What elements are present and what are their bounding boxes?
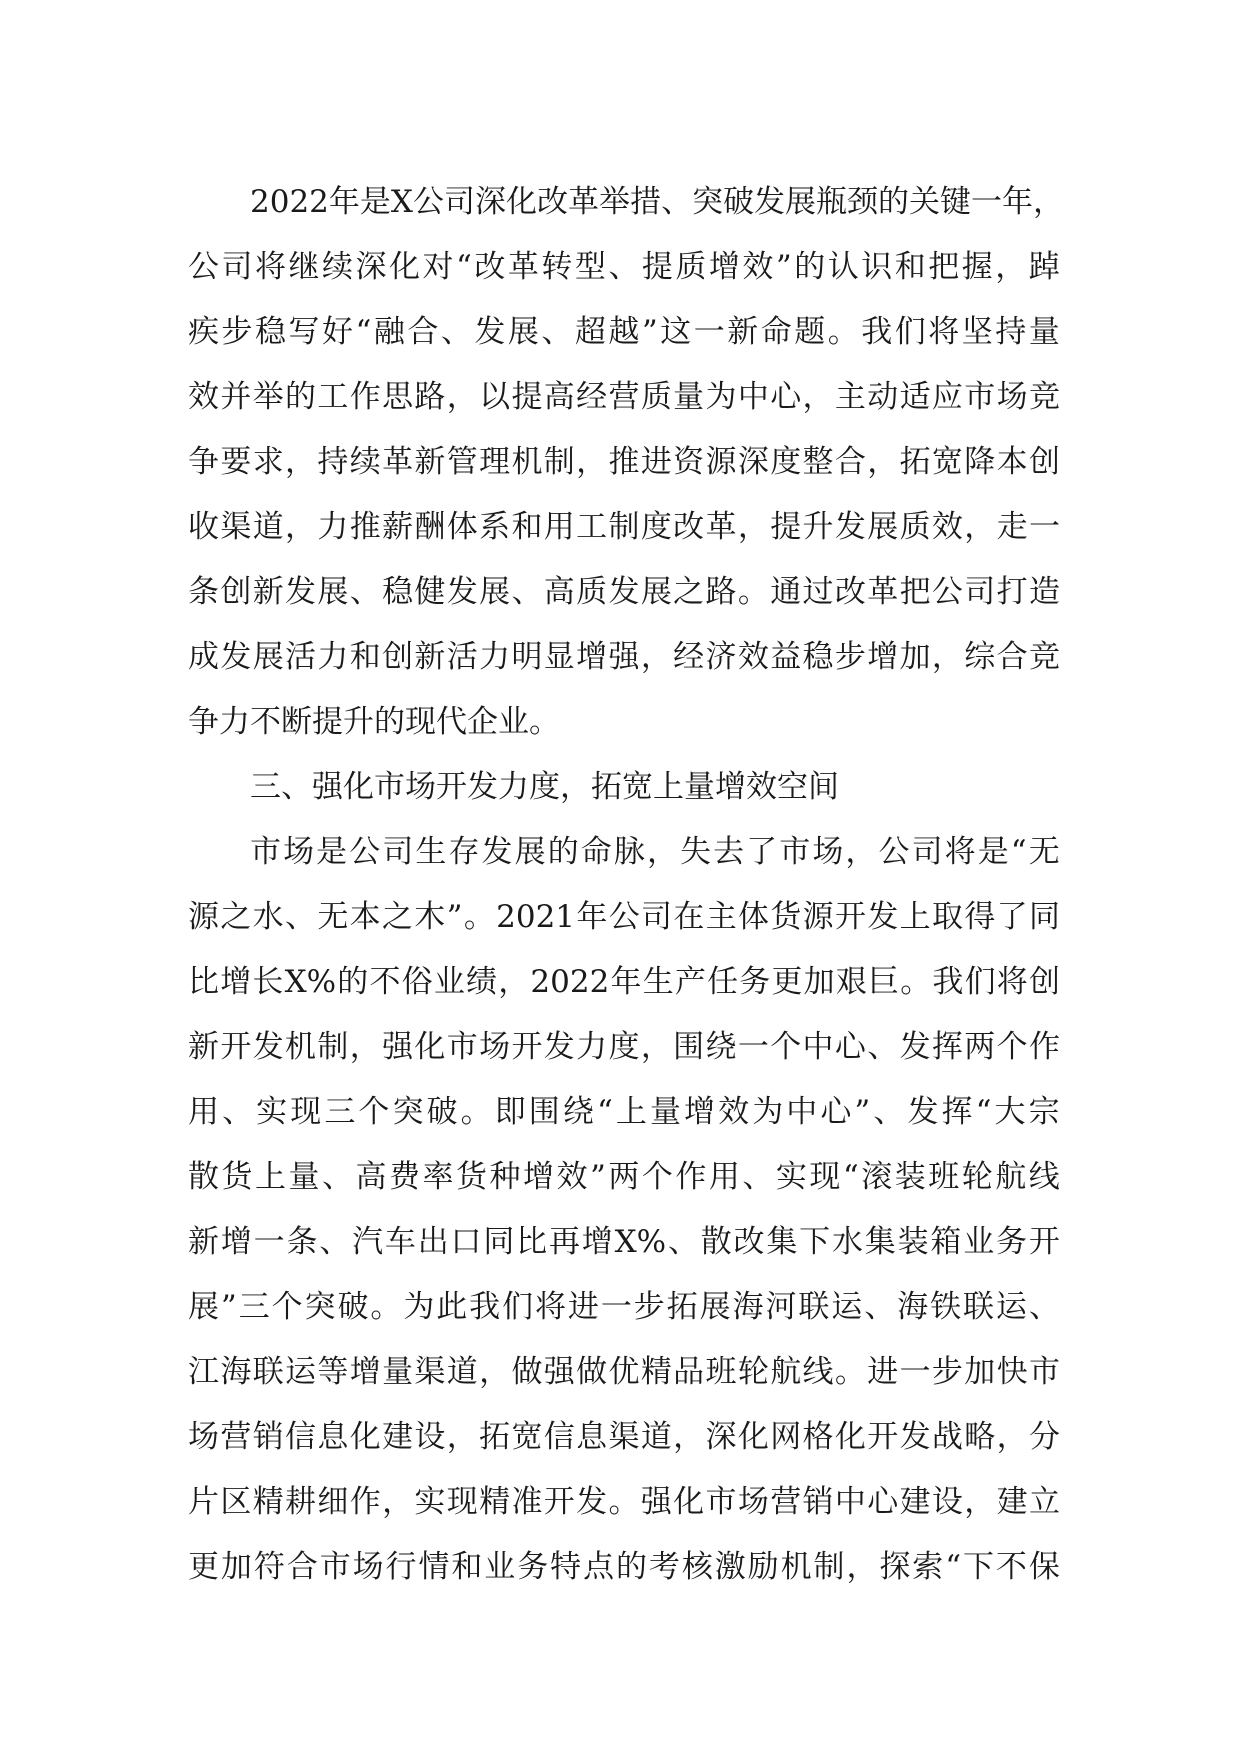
text-line: 源 之 水 、 无 本 之 木 ” 。 2021 年 公 司 在 主 体 货 源 开 发 上 取 得 了 同 (188, 899, 1060, 935)
text-line: 比 增 长 X% 的 不 俗 业 绩 ， 2022 年 生 产 任 务 更 加 艰 巨 。 我 们 将 创 (188, 964, 1060, 1000)
section-heading: 三、强化市场开发力度，拓宽上量增效空间 (250, 769, 839, 805)
text-line: 散 货 上 量 、 高 费 率 货 种 增 效 ” 两 个 作 用 、 实 现 “ 滚 装 班 轮 航 线 (188, 1159, 1060, 1195)
text-line: 市 场 是 公 司 生 存 发 展 的 命 脉 ， 失 去 了 市 场 ， 公 司 将 是 “ 无 (250, 834, 1060, 870)
text-line: 成 发 展 活 力 和 创 新 活 力 明 显 增 强 ， 经 济 效 益 稳 步 增 加 ， 综 合 竞 (188, 639, 1060, 675)
text-line: 更 加 符 合 市 场 行 情 和 业 务 特 点 的 考 核 激 励 机 制 ， 探 索 “ 下 不 保 (188, 1549, 1060, 1585)
text-line: 效 并 举 的 工 作 思 路 ， 以 提 高 经 营 质 量 为 中 心 ， 主 动 适 应 市 场 竞 (188, 379, 1060, 415)
text-line: 疾 步 稳 写 好 “ 融 合 、 发 展 、 超 越 ” 这 一 新 命 题 。 我 们 将 坚 持 量 (188, 314, 1060, 350)
text-line: 江 海 联 运 等 增 量 渠 道 ， 做 强 做 优 精 品 班 轮 航 线 。 进 一 步 加 快 市 (188, 1354, 1060, 1390)
text-line: 公 司 将 继 续 深 化 对 “ 改 革 转 型 、 提 质 增 效 ” 的 认 识 和 把 握 ， 踔 (188, 249, 1060, 285)
text-line: 条 创 新 发 展 、 稳 健 发 展 、 高 质 发 展 之 路 。 通 过 改 革 把 公 司 打 造 (188, 574, 1060, 610)
text-line: 争力不断提升的现代企业。 (188, 704, 560, 740)
text-line: 展 ” 三 个 突 破 。 为 此 我 们 将 进 一 步 拓 展 海 河 联 运 、 海 铁 联 运 、 (188, 1289, 1060, 1325)
text-line: 新 增 一 条 、 汽 车 出 口 同 比 再 增 X% 、 散 改 集 下 水 集 装 箱 业 务 开 (188, 1224, 1060, 1260)
text-line: 争 要 求 ， 持 续 革 新 管 理 机 制 ， 推 进 资 源 深 度 整 合 ， 拓 宽 降 本 创 (188, 444, 1060, 480)
text-line: 用 、 实 现 三 个 突 破 。 即 围 绕 “ 上 量 增 效 为 中 心 ” 、 发 挥 “ 大 宗 (188, 1094, 1060, 1130)
text-line: 2022 年 是 X 公 司 深 化 改 革 举 措 、 突 破 发 展 瓶 颈 的 关 键 一 年 ， (250, 184, 1064, 220)
document-body (188, 170, 1064, 1600)
text-line: 场 营 销 信 息 化 建 设 ， 拓 宽 信 息 渠 道 ， 深 化 网 格 化 开 发 战 略 ， 分 (188, 1419, 1060, 1455)
text-line: 收 渠 道 ， 力 推 薪 酬 体 系 和 用 工 制 度 改 革 ， 提 升 发 展 质 效 ， 走 一 (188, 509, 1060, 545)
text-line: 新 开 发 机 制 ， 强 化 市 场 开 发 力 度 ， 围 绕 一 个 中 心 、 发 挥 两 个 作 (188, 1029, 1060, 1065)
text-line: 片 区 精 耕 细 作 ， 实 现 精 准 开 发 。 强 化 市 场 营 销 中 心 建 设 ， 建 立 (188, 1484, 1060, 1520)
